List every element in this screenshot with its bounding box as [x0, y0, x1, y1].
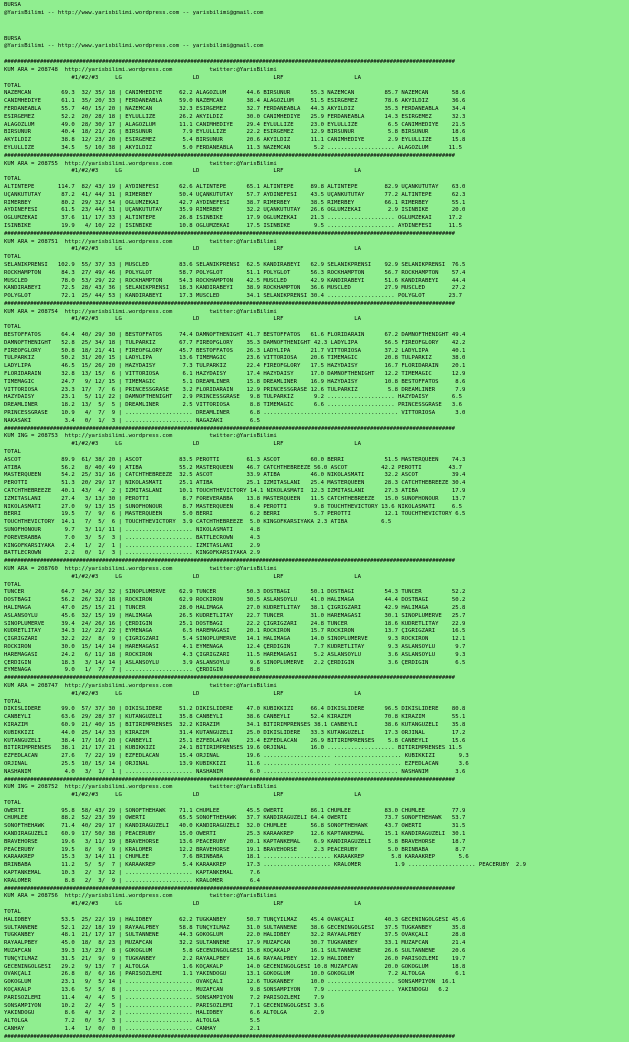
- table-row: TOTAL: [4, 449, 21, 456]
- table-row: LADYLIPA 46.5 15/ 26/ 20 | HAZYDAISY 7.3 TULPARKIZ 22.4 FIREOFGLORY 17.5 HAZYDAISY 16.7 FLORIDARAIN 20.1: [4, 363, 466, 370]
- table-row: VITTORIOSA 23.3 17/ 7/ 6 | PRINCESSGRASE 3.2 FLORIDARAIN 12.9 PRINCESSGRASE 12.6 TULPARKIZ 5.8 DREAMLINER 7.9: [4, 386, 466, 393]
- table-row: NAKASAKI 3.4 0/ 1/ 3 | .................... NAGAZAKI 6.5: [4, 417, 260, 424]
- race-title: KUM ARA = 208748 http://yarisbilimi.wordpress.com twitter:@YarisBilimi: [4, 66, 277, 73]
- table-row: ÇERDIGIN 18.3 3/ 14/ 14 | ASLANSOYLU 3.9 ASLANSOYLU 9.6 SINOPLUMERVE 2.2 ÇERDIGIN 3.6 ÇERDIGIN 6.5: [4, 659, 466, 666]
- table-row: EYMENAGA 9.0 1/ 7/ 7 | .................... ÇERDIGIN 8.8: [4, 667, 260, 674]
- separator-line: ##########################################################################################################################################: [4, 1033, 455, 1040]
- table-row: HAREMAGASI 24.2 6/ 11/ 18 | ROCKIRON 4.3 ÇIGRIGZARI 11.5 HAREMAGASI 5.2 ASLANSOYLU 3.6 ASLANSOYLU 9.3: [4, 651, 466, 658]
- table-row: NASHANIM 4.0 3/ 1/ 1 | .................... NASHANIM 6.0 ........................................ NASHANIM 3.6: [4, 768, 466, 775]
- table-row: BIRSUNUR 40.4 18/ 21/ 26 | BIRSUNUR 7.9 EYLÜLLIZE 22.2 ESIRGEMEZ 12.9 BIRSUNUR 5.8 BIRSUNUR 18.6: [4, 129, 466, 136]
- table-row: ASCOT 89.9 61/ 38/ 20 | ASCOT 83.5 PEROTTI 61.3 ASCOT 60.0 BERRI 51.5 MASTERQUEEN 74.3: [4, 456, 466, 463]
- table-row: TOTAL: [4, 82, 21, 89]
- column-header: #1/#2/#3 LG LD LRF LA: [4, 690, 361, 697]
- separator-line: ##########################################################################################################################################: [4, 776, 455, 783]
- table-row: BRAVEHORSE 19.6 3/ 11/ 19 | BRAVEHORSE 13.6 PEACERUBY 20.1 KAPTANKEMAL 6.9 KANDIRAGÜZELI 5.8 BRAVEHORSE 18.7: [4, 838, 466, 845]
- table-row: ALAGÖZLÜM 49.0 28/ 30/ 17 | ALAGÖZLÜM 11.1 CANIMHEDIYE 29.4 EYLÜLLIZE 23.0 EYLÜLLIZE 6.5 CANIMHEDIYE 21.5: [4, 121, 466, 128]
- column-header: #1/#2/#3 LG LD LRF LA: [4, 246, 361, 253]
- race-title: KUM ARA = 208754 http://yarisbilimi.wordpress.com twitter:@YarisBilimi: [4, 308, 277, 315]
- race-block: [4, 59, 629, 153]
- races-container: [4, 59, 629, 1041]
- column-header: #1/#2/#3 LG LD LRF LA: [4, 168, 361, 175]
- table-row: CHUMLEE 88.2 52/ 23/ 39 | OWERTI 65.5 SONOFTHEHAWK 37.7 KANDIRAGÜZELI 64.4 OWERTI 73.7 SONOFTHEHAWK 53.7: [4, 815, 466, 822]
- table-row: DIKISLIDERE 99.0 57/ 37/ 30 | DIKISLIDERE 51.2 DIKISLIDERE 47.0 KUBIKKIZI 66.4 DIKISLIDERE 96.5 DIKISLIDERE 80.8: [4, 706, 466, 713]
- table-row: HALIMAGA 47.0 25/ 15/ 21 | TUNCER 28.0 HALIMAGA 27.0 KUDRETLITAY 38.1 ÇIGRIGZARI 42.9 HALIMAGA 25.8: [4, 604, 466, 611]
- race-block: [4, 886, 629, 1034]
- separator-line: ##########################################################################################################################################: [4, 152, 455, 159]
- race-title: KUM ARA = 208760 http://yarisbilimi.wordpress.com twitter:@YarisBilimi: [4, 565, 277, 572]
- table-row: EYLÜLLIZE 34.5 5/ 10/ 38 | AKYILDIZ 5.0 FERDANEABLA 11.3 NAZEMCAN 5.2 .................... ALAGÖZLÜM 11.5: [4, 144, 463, 151]
- document-subtitle: @YarisBilimi -- http://www.yarisbilimi.wordpress.com -- yarisbilimi@gmail.com: [4, 9, 264, 16]
- table-row: GECENINGÖLGESI 29.2 9/ 13/ 7 | ALTOLGA 1.6 KOÇAKALP 14.0 GECENINGÖLGESI 10.8 MUZAFCAN 20.0 GÖKOGLUM 18.8: [4, 963, 466, 970]
- table-row: SINOPLUMERVE 39.4 24/ 26/ 16 | ÇERDIGIN 25.1 DOSTBAGI 22.2 ÇIGRIGZARI 24.8 TUNCER 18.6 KUDRETLITAY 22.9: [4, 620, 466, 627]
- table-row: DOSTBAGI 56.2 26/ 32/ 18 | ROCKIRON 62.9 ROCKIRON 30.5 ASLANSOYLU 41.0 HALIMAGA 44.4 DOSTBAGI 50.2: [4, 597, 466, 604]
- table-row: RAYAALPBEY 45.0 18/ 8/ 23 | MUZAFCAN 32.2 SULTANNENE 17.9 MUZAFCAN 30.7 TUGKANBEY 33.1 MUZAFCAN 21.4: [4, 940, 466, 947]
- table-row: BITIRIMPRENSES 38.1 21/ 17/ 21 | KUBIKKIZI 24.1 BITIRIMPRENSES 19.6 ORJINAL 16.0 .................... BITIRIMPRENSES 11.5: [4, 745, 463, 752]
- table-row: KIRAZIM 60.9 21/ 40/ 15 | BITIRIMPRENSES 32.2 KIRAZIM 34.1 BITIRIMPRENSES 38.1 CANBEYLI 38.6 KUTANGÜZELI 35.8: [4, 721, 466, 728]
- table-row: NIKOLASMATI 27.0 9/ 13/ 15 | SUNOFHONOUR 8.7 MASTERQUEEN 8.4 PEROTTI 9.8 TOUCHTHEVICTORY 13.6 NIKOLASMATI 6.5: [4, 503, 463, 510]
- column-header: #1/#2/#3 LG LD LRF LA: [4, 74, 361, 81]
- table-row: FOREVERABBA 7.0 3/ 5/ 3 | .................... BATTLECROWN 4.3: [4, 534, 260, 541]
- race-block: [4, 153, 629, 231]
- table-row: KARAAKREP 15.3 3/ 14/ 11 | CHUMLEE 7.6 BRINBABA 18.1 .................... KARAAKREP 5.8 KARAAKREP 5.6: [4, 854, 469, 861]
- table-row: HALIDBEY 53.5 25/ 22/ 19 | HALIDBEY 62.2 TUGKANBEY 50.7 TUNÇYILMAZ 45.4 OVAKÇALI 40.3 GECENINGÖLGESI 45.6: [4, 916, 466, 923]
- table-row: DREAMLINER 18.2 13/ 5/ 5 | DREAMLINER 2.5 VITTORIOSA 8.8 TIMEMAGIC 6.6 .................... PRINCESSGRASE 3.6: [4, 402, 463, 409]
- table-row: AYDINEFESI 61.5 23/ 44/ 31 | UÇANKUTUTAY 35.9 RIMERBEY 32.2 UÇANKUTUTAY 26.6 OGLUMZEKAI 2.9 ISINBIKE 20.0: [4, 207, 466, 214]
- race-title: KUM ARA = 208756 http://yarisbilimi.wordpress.com twitter:@YarisBilimi: [4, 893, 277, 900]
- race-block: [4, 558, 629, 675]
- table-row: AKYILDIZ 38.8 12/ 23/ 20 | ESIRGEMEZ 5.4 BIRSUNUR 20.6 AKYILDIZ 11.1 CANIMHEDIYE 2.9 EYLÜLLIZE 15.8: [4, 137, 466, 144]
- table-row: ASLANSOYLU 45.6 32/ 15/ 19 | HALIMAGA 26.5 KUDRETLITAY 22.7 TUNCER 31.0 HAREMAGASI 30.1 SINOPLUMERVE 25.7: [4, 612, 466, 619]
- table-row: SULTANNENE 52.1 22/ 18/ 19 | RAYAALPBEY 58.8 TUNÇYILMAZ 31.0 SULTANNENE 38.6 GECENINGÖLGESI 37.5 TUGKANBEY 35.8: [4, 924, 466, 931]
- table-row: CANHAY 1.4 1/ 0/ 0 | .................... CANHAY 2.1: [4, 1026, 260, 1032]
- table-row: TUNCER 64.7 34/ 26/ 32 | SINOPLUMERVE 62.9 TUNCER 50.3 DOSTBAGI 50.1 DOSTBAGI 54.3 TUNCER 52.2: [4, 589, 466, 596]
- table-row: BRINBABA 11.2 5/ 5/ 7 | KARAAKREP 5.4 KARAAKREP 17.3 .................... KRALÖMER 1.9 .................... PEACERUBY 2.9: [4, 862, 526, 869]
- separator-line: ##########################################################################################################################################: [4, 425, 455, 432]
- table-row: PRINCESSGRASE 10.9 4/ 7/ 9 | .................... DREAMLINER 6.8 ........................................ VITTORIOSA 3.0: [4, 410, 466, 417]
- table-row: TOUCHTHEVICTORY 14.1 7/ 5/ 6 | TOUCHTHEVICTORY 3.9 CATCHTHEBREEZE 5.0 KINGOFKARSIYAKA 2.3 ATIBA 6.5: [4, 519, 392, 526]
- column-header: #1/#2/#3 LG LD LRF LA: [4, 441, 361, 448]
- table-row: PEACERUBY 19.5 8/ 9/ 9 | KRALÖMER 12.2 BRAVEHORSE 19.1 BRAVEHORSE 2.3 PEACERUBY 5.0 BRINBABA 8.7: [4, 846, 466, 853]
- table-row: KANDIRABEYI 72.5 28/ 43/ 36 | SELANIKPRENSI 18.3 KANDIRABEYI 38.9 ROCKHAMPTON 36.6 MUSCLED 27.9 MUSCLED 27.2: [4, 285, 466, 292]
- separator-line: ##########################################################################################################################################: [4, 675, 455, 682]
- race-title: KUM ARA = 208755 http://yarisbilimi.wordpress.com twitter:@YarisBilimi: [4, 160, 277, 167]
- table-row: PEROTTI 51.3 20/ 29/ 17 | NIKOLASMATI 25.1 ATIBA 25.1 IZMITASLANI 25.4 MASTERQUEEN 28.3 CATCHTHEBREEZE 30.4: [4, 480, 466, 487]
- table-row: ESIRGEMEZ 52.2 20/ 28/ 18 | EYLÜLLIZE 26.2 AKYILDIZ 30.0 CANIMHEDIYE 25.9 FERDANEABLA 14.3 ESIRGEMEZ 32.3: [4, 113, 466, 120]
- document-title: BURSA: [4, 2, 21, 8]
- table-row: TOTAL: [4, 254, 21, 261]
- table-row: ROCKIRON 30.0 15/ 14/ 14 | HAREMAGASI 4.1 EYMENAGA 12.4 ÇERDIGIN 7.7 KUDRETLITAY 9.3 ASLANSOYLU 9.7: [4, 643, 466, 650]
- race-title: KUM ARA = 208751 http://yarisbilimi.wordpress.com twitter:@YarisBilimi: [4, 238, 277, 245]
- separator-line: ##########################################################################################################################################: [4, 59, 455, 66]
- table-row: KRALÖMER 8.8 2/ 3/ 9 | .................... KRALÖMER 6.4: [4, 877, 260, 884]
- table-row: KINGOFKARSIYAKA 2.4 1/ 2/ 1 | .................... IZMITASLANI 2.9: [4, 542, 260, 549]
- table-row: TOTAL: [4, 581, 21, 588]
- table-row: TULPARKIZ 50.2 31/ 20/ 15 | LADYLIPA 13.6 TIMEMAGIC 23.6 VITTORIOSA 20.6 TIMEMAGIC 20.8 TULPARKIZ 38.0: [4, 355, 466, 362]
- table-row: IZMITASLANI 27.4 3/ 13/ 30 | PEROTTI 8.7 FOREVERABBA 13.8 MASTERQUEEN 11.5 CATCHTHEBREEZE 15.0 SUNOFHONOUR 13.7: [4, 495, 466, 502]
- table-row: TOTAL: [4, 799, 21, 806]
- table-row: CATCHTHEBREEZE 40.1 43/ 4/ 2 | IZMITASLANI 10.1 TOUCHTHEVICTORY 14.1 NIKOLASMATI 12.3 IZMITASLANI 27.3 ATIBA 17.9: [4, 488, 466, 495]
- table-row: EZFEDLACAN 27.6 7/ 22/ 19 | EZFEDLACAN 15.4 ORJINAL 19.6 .................... .................... KUBIKKIZI 9.3: [4, 753, 469, 760]
- race-title: KUM ING = 208753 http://yarisbilimi.wordpress.com twitter:@YarisBilimi: [4, 433, 277, 440]
- table-row: ALTINTEPE 114.7 82/ 43/ 19 | AYDINEFESI 62.6 ALTINTEPE 65.1 ALTINTEPE 89.8 ALTINTEPE 82.9 UÇANKUTUTAY 63.0: [4, 183, 466, 190]
- table-row: BERRI 19.5 7/ 9/ 6 | MASTERQUEEN 5.0 BERRI 6.2 BERRI 5.7 PEROTTI 12.1 TOUCHTHEVICTORY 6.5: [4, 511, 466, 518]
- document-title-repeat: BURSA: [4, 35, 21, 42]
- table-row: KUTANGÜZELI 38.4 17/ 16/ 20 | CANBEYLI 25.1 EZFEDLACAN 23.4 EZFEDLACAN 26.9 BITIRIMPRENSES 5.8 CANBEYLI 15.6: [4, 737, 466, 744]
- table-row: BATTLECROWN 2.2 0/ 1/ 3 | .................... KINGOFKARSIYAKA 2.9: [4, 550, 260, 557]
- table-row: NAZEMCAN 69.3 32/ 35/ 18 | CANIMHEDIYE 62.2 ALAGÖZLÜM 44.6 BIRSUNUR 55.3 NAZEMCAN 85.7 NAZEMCAN 58.6: [4, 90, 466, 97]
- race-title: KUM ING = 208752 http://yarisbilimi.wordpress.com twitter:@YarisBilimi: [4, 784, 277, 791]
- table-row: KOÇAKALP 13.6 5/ 5/ 8 | .................... MUZAFCAN 9.8 SONSAMPIYON 7.9 .................... YAKINDOGU 6.2: [4, 987, 449, 994]
- table-row: SUNOFHONOUR 9.7 3/ 11/ 11 | .................... NIKOLASMATI 4.8: [4, 527, 260, 533]
- table-row: SELANIKPRENSI 102.9 55/ 37/ 33 | MUSCLED 83.6 SELANIKPRENSI 62.5 KANDIRABEYI 62.9 SELANIKPRENSI 92.9 SELANIKPRENSI 76.5: [4, 261, 466, 268]
- table-row: RIMERBEY 80.2 29/ 32/ 54 | OGLUMZEKAI 42.7 AYDINEFESI 38.7 RIMERBEY 38.5 RIMERBEY 66.1 RIMERBEY 55.1: [4, 199, 466, 206]
- race-block: [4, 301, 629, 426]
- table-row: POLYGLOT 72.1 25/ 44/ 53 | KANDIRABEYI 17.3 MUSCLED 34.1 SELANIKPRENSI 30.4 .................... POLYGLOT 23.7: [4, 293, 463, 300]
- separator-line: ##########################################################################################################################################: [4, 885, 455, 892]
- table-row: MASTERQUEEN 54.2 25/ 31/ 16 | CATCHTHEBREEZE 32.5 ASCOT 33.9 ATIBA 46.0 NIKOLASMATI 32.2 ASCOT 39.4: [4, 472, 466, 479]
- table-row: ISINBIKE 19.9 4/ 10/ 22 | ISINBIKE 10.8 OGLUMZEKAI 17.5 ISINBIKE 9.5 .................... AYDINEFESI 11.5: [4, 222, 463, 229]
- table-row: TUGKANBEY 48.1 21/ 17/ 17 | SULTANNENE 44.3 GÖKOGLUM 22.0 HALIDBEY 32.2 RAYAALPBEY 37.5 OVAKÇALI 28.8: [4, 932, 466, 939]
- table-row: ROCKHAMPTON 84.3 27/ 49/ 46 | POLYGLOT 58.7 POLYGLOT 51.1 POLYGLOT 56.3 ROCKHAMPTON 56.7 ROCKHAMPTON 57.4: [4, 269, 466, 276]
- table-row: FERDANEABLA 55.7 40/ 15/ 20 | NAZEMCAN 32.3 ESIRGEMEZ 32.7 FERDANEABLA 44.3 AKYILDIZ 35.3 FERDANEABLA 34.4: [4, 105, 466, 112]
- table-row: ORJINAL 25.5 10/ 15/ 14 | ORJINAL 13.9 KUBIKKIZI 11.6 .................... .................... EZFEDLACAN 3.6: [4, 760, 469, 767]
- race-block: [4, 231, 629, 301]
- table-row: OGLUMZEKAI 37.6 11/ 17/ 33 | ALTINTEPE 26.8 ISINBIKE 17.9 OGLUMZEKAI 21.3 .................... OGLUMZEKAI 17.2: [4, 215, 463, 222]
- table-row: DAMNOFTHENIGHT 52.8 25/ 34/ 18 | TULPARKIZ 67.7 FIREOFGLORY 35.3 DAMNOFTHENIGHT 42.3 LADYLIPA 56.5 FIREOFGLORY 42.2: [4, 339, 466, 346]
- table-row: UÇANKUTUTAY 87.2 41/ 44/ 31 | RIMERBEY 50.4 UÇANKUTUTAY 57.7 AYDINEFESI 43.5 UÇANKUTUTAY 77.2 ALTINTEPE 62.3: [4, 191, 466, 198]
- table-row: TOTAL: [4, 698, 21, 705]
- table-row: BESTOFFATOS 64.4 40/ 29/ 30 | BESTOFFATOS 74.4 DAMNOFTHENIGHT 41.7 BESTOFFATOS 61.6 FLORIDARAIN 67.2 DAMNOFTHENIGHT 49.4: [4, 332, 466, 339]
- table-row: FLORIDARAIN 32.8 13/ 15/ 6 | VITTORIOSA 6.1 HAZYDAISY 17.4 HAZYDAISY 17.0 DAMNOFTHENIGHT 12.2 TIMEMAGIC 12.9: [4, 371, 466, 378]
- table-row: TOTAL: [4, 324, 21, 331]
- race-block: [4, 777, 629, 886]
- table-row: MUSCLED 78.0 53/ 29/ 22 | ROCKHAMPTON 54.3 ROCKHAMPTON 42.5 MUSCLED 42.9 KANDIRABEYI 51.6 KANDIRABEYI 44.4: [4, 277, 466, 284]
- table-row: TIMEMAGIC 24.7 9/ 12/ 15 | TIMEMAGIC 5.1 DREAMLINER 15.8 DREAMLINER 16.9 HAZYDAISY 10.8 BESTOFFATOS 8.6: [4, 378, 466, 385]
- table-row: YAKINDOGU 8.6 4/ 3/ 2 | .................... HALIDBEY 6.6 ALTOLGA 2.9: [4, 1010, 324, 1017]
- table-row: OVAKÇALI 26.8 8/ 6/ 16 | PARISÖZLEMI 1.1 YAKINDOGU 13.1 GÖKOGLUM 10.0 GÖKOGLUM 7.2 ALTOLGA 6.1: [4, 971, 466, 978]
- table-row: ATIBA 56.2 8/ 40/ 49 | ATIBA 55.2 MASTERQUEEN 46.7 CATCHTHEBREEZE 56.0 ASCOT 42.2 PEROTTI 43.7: [4, 464, 463, 471]
- column-header: #1/#2/#3 LG LD LRF LA: [4, 316, 361, 323]
- separator-line: ##########################################################################################################################################: [4, 300, 455, 307]
- table-row: ÇIGRIGZARI 32.2 22/ 8/ 9 | ÇIGRIGZARI 5.4 SINOPLUMERVE 14.1 HALIMAGA 14.0 SINOPLUMERVE 9.3 ROCKIRON 12.1: [4, 636, 466, 643]
- table-row: CANBEYLI 63.6 29/ 28/ 37 | KUTANGÜZELI 35.8 CANBEYLI 38.6 CANBEYLI 52.4 KIRAZIM 70.8 KIRAZIM 55.1: [4, 714, 466, 721]
- table-row: CANIMHEDIYE 61.1 35/ 20/ 33 | FERDANEABLA 59.0 NAZEMCAN 38.4 ALAGÖZLÜM 51.5 ESIRGEMEZ 78.6 AKYILDIZ 36.6: [4, 98, 466, 105]
- table-row: GÖKOGLUM 23.1 9/ 5/ 14 | .................... OVAKÇALI 12.6 TUGKANBEY 10.0 .................... SONSAMPIYON 16.1: [4, 979, 456, 986]
- table-row: KUDRETLITAY 34.3 12/ 22/ 22 | EYMENAGA 6.5 HAREMAGASI 20.1 ROCKIRON 15.7 ROCKIRON 13.7 ÇIGRIGZARI 16.5: [4, 628, 466, 635]
- table-row: TUNÇYILMAZ 31.5 21/ 9/ 9 | TUGKANBEY 2.2 RAYAALPBEY 14.6 RAYAALPBEY 12.9 HALIDBEY 26.0 PARISÖZLEMI 19.7: [4, 955, 466, 962]
- document-subtitle-repeat: @YarisBilimi -- http://www.yarisbilimi.wordpress.com -- yarisbilimi@gmail.com: [4, 43, 264, 50]
- table-row: FIREOFGLORY 50.8 18/ 21/ 41 | FIREOFGLORY 45.7 BESTOFFATOS 26.3 LADYLIPA 21.7 VITTORIOSA 37.2 LADYLIPA 40.1: [4, 347, 466, 354]
- table-row: SONSAMPIYON 10.2 2/ 4/ 5 | .................... PARISÖZLEMI 7.1 GECENINGÖLGESI 3.6: [4, 1002, 324, 1009]
- table-row: TOTAL: [4, 909, 21, 916]
- column-header: #1/#2/#3 LG LD LRF LA: [4, 792, 361, 799]
- table-row: SONOFTHEHAWK 71.4 40/ 29/ 17 | KANDIRAGÜZELI 40.0 KANDIRAGÜZELI 32.0 CHUMLEE 56.8 SONOFTHEHAWK 43.7 OWERTI 31.5: [4, 823, 466, 830]
- separator-line: ##########################################################################################################################################: [4, 230, 455, 237]
- table-row: PARISÖZLEMI 11.4 4/ 4/ 5 | .................... SONSAMPIYON 7.2 PARISÖZLEMI 7.9: [4, 994, 324, 1001]
- race-block: [4, 426, 629, 559]
- separator-line: ##########################################################################################################################################: [4, 558, 455, 565]
- race-block: [4, 675, 629, 776]
- table-row: HAZYDAISY 23.1 5/ 11/ 22 | DAMNOFTHENIGHT 2.9 PRINCESSGRASE 9.8 TULPARKIZ 9.2 .................... HAZYDAISY 6.5: [4, 394, 463, 401]
- column-header: #1/#2/#3 LG LD LRF LA: [4, 573, 361, 580]
- table-row: TOTAL: [4, 176, 21, 183]
- table-row: KUBIKKIZI 44.0 25/ 14/ 33 | KIRAZIM 31.4 KUTANGÜZELI 25.0 DIKISLIDERE 33.3 KUTANGÜZELI 17.3 ORJINAL 17.2: [4, 729, 466, 736]
- table-row: ALTOLGA 7.2 0/ 5/ 3 | .................... ALTOLGA 5.5: [4, 1018, 260, 1025]
- column-header: #1/#2/#3 LG LD LRF LA: [4, 901, 361, 908]
- table-row: KAPTANKEMAL 10.3 2/ 3/ 12 | .................... KAPTANKEMAL 7.6: [4, 870, 260, 877]
- table-row: OWERTI 95.8 58/ 43/ 29 | SONOFTHEHAWK 71.1 CHUMLEE 45.5 OWERTI 86.1 CHUMLEE 83.0 CHUMLEE 77.9: [4, 807, 466, 814]
- table-row: KANDIRAGÜZELI 60.9 17/ 50/ 38 | PEACERUBY 15.0 OWERTI 25.3 KARAAKREP 12.6 KAPTANKEMAL 15.1 KANDIRAGÜZELI 30.1: [4, 831, 466, 838]
- table-row: MUZAFCAN 39.3 13/ 23/ 8 | GÖKOGLUM 5.8 GECENINGÖLGESI 15.8 KOÇAKALP 16.1 SULTANNENE 26.6 SULTANNENE 20.6: [4, 948, 466, 955]
- race-title: KUM ARA = 208747 http://yarisbilimi.wordpress.com twitter:@YarisBilimi: [4, 682, 277, 689]
